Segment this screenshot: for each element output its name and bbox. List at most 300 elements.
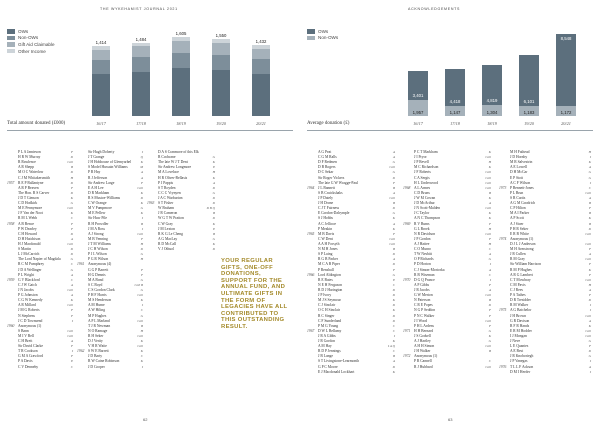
donor-year: 1967 (307, 328, 315, 333)
donor-name: J W M Cowan (414, 195, 436, 200)
donor-name: R E Bates (318, 277, 333, 282)
donor-house: H (140, 257, 143, 262)
donor-house: I (589, 180, 591, 185)
donor-name: A N C Thompson (414, 216, 441, 221)
donor-house: E (70, 359, 73, 364)
donor-name: J N Scott-Malden (414, 206, 441, 211)
donor-year: 1970 (403, 277, 411, 282)
donor-name: D W L Bellamy (318, 328, 342, 333)
donor-house: A (392, 155, 395, 160)
donor-house: I (141, 226, 143, 231)
donor-house: M (140, 165, 143, 170)
donor-name: A P Scott (510, 216, 524, 221)
donor-name: R D J Harington (318, 287, 343, 292)
donor-house: G (70, 257, 73, 262)
x-tick-label: 18/19 (487, 121, 497, 126)
donor-name: W G T W Pratton (158, 216, 184, 221)
donor-house: A (140, 175, 143, 180)
donor-name: J F Van der Noot (18, 211, 43, 216)
donor-name: C P Hilton (510, 206, 526, 211)
x-tick-label: 18/19 (176, 121, 186, 126)
donor-name: P J L Wilson (88, 252, 107, 257)
donor-name: J D A Wellinger (18, 267, 42, 272)
donor-name: N O Ramage (88, 328, 108, 333)
chart-title: Total amount donated (£000) (7, 121, 66, 126)
donor-name: M H Armstrong (510, 247, 534, 252)
donor-row (77, 365, 143, 370)
donor-house: Coll (137, 318, 143, 323)
bar-segment (252, 74, 270, 116)
legend-label: OWs (18, 28, 29, 34)
donor-house: Q (140, 155, 143, 160)
donor-house: Coll (585, 241, 591, 246)
donor-year (403, 365, 414, 370)
donor-house: D (70, 190, 73, 195)
donor-house: D (392, 364, 395, 369)
donor-name: M I V Bell (18, 333, 34, 338)
donor-house: A (588, 318, 591, 323)
donor-year: 1962 (77, 349, 85, 354)
donor-name: A J Hartley (414, 339, 431, 344)
donor-name: A C Jellicoe (318, 221, 337, 226)
donor-house: A (392, 150, 395, 154)
donor-name: C A Sergis (414, 175, 430, 180)
donor-name: J D McArthur (414, 201, 435, 206)
donor-name: J D Hornby (510, 155, 528, 160)
donor-name: M V Pumpmore (88, 206, 112, 211)
donor-name: C M Pavis (510, 282, 526, 287)
donor-house: Coll (137, 231, 143, 236)
bar-segment (172, 37, 190, 41)
donor-name: J D Cooper (88, 364, 105, 369)
donor-name: D G Q Prance (414, 277, 435, 282)
bar-segment (92, 74, 110, 116)
donor-name: C J Rees (510, 287, 523, 292)
bar-value-label: 8,548 (560, 36, 572, 42)
donor-house: I (589, 359, 591, 364)
bar-segment (212, 70, 230, 116)
donor-house: K (392, 298, 395, 303)
donor-house: I (141, 216, 143, 221)
donor-name: S W E Barrett (88, 349, 109, 354)
x-tick-label: 16/17 (96, 121, 106, 126)
donor-name: C J M Whitakersmith (18, 175, 50, 180)
donor-name: C T Mowbray (510, 277, 531, 282)
donor-name: Sir David Clarke (18, 344, 43, 349)
donor-name: C J Sinclair (318, 303, 336, 308)
donor-house: F (488, 221, 491, 226)
donor-name: J I Pryor (414, 155, 427, 160)
donor-name: R H Prowdler (88, 221, 109, 226)
donor-name: A L Armes (414, 185, 431, 190)
donor-name: J B Lange (318, 354, 333, 359)
donor-house: B (488, 190, 491, 195)
donor-house: A (140, 170, 143, 175)
donor-name: R D McCall (158, 241, 177, 246)
donor-name: M S Henderson (88, 298, 112, 303)
donor-house: G (488, 339, 491, 344)
donor-name: J I Wood (414, 318, 428, 323)
donor-name: R S Mustoe-Williams (88, 195, 121, 200)
donor-name: S P Laing (318, 252, 333, 257)
x-tick-label: 19/20 (524, 121, 534, 126)
donor-house: A (70, 236, 73, 241)
legend-label: Non-OWs (18, 35, 39, 41)
donor-name: P A Tathes (510, 293, 526, 298)
donor-name: S Martin (18, 247, 32, 252)
donor-house: D (488, 303, 491, 308)
donor-house: A (212, 180, 215, 185)
donor-name: N M H Jones (318, 247, 338, 252)
donor-house: F (588, 247, 591, 252)
donor-house: H (488, 226, 491, 231)
donor-year (147, 247, 158, 252)
donor-house: G (488, 328, 491, 333)
donor-name: C G W Kennedy (18, 298, 43, 303)
donor-name: J S Godsell (414, 333, 431, 338)
donor-house: D (70, 231, 73, 236)
donor-name: J R Cullen (510, 252, 526, 257)
donor-house: G (70, 267, 73, 272)
donor-house: F (392, 267, 395, 272)
donor-year: 1976 (499, 364, 507, 369)
donor-name: J P Vanegas (510, 359, 528, 364)
donor-house: I (141, 364, 143, 369)
donor-house: I A Q (387, 344, 395, 349)
donor-name: A G Batchelor (510, 308, 532, 313)
donor-name: O P Richards (414, 257, 434, 262)
bar-value-label: 1,172 (560, 110, 572, 115)
donor-name: S B Cruickshaks (318, 190, 343, 195)
donor-name: P J Pappis (158, 180, 174, 185)
donor-house: C (70, 262, 73, 267)
donor-name: R M Gray (510, 257, 525, 262)
donor-house: I (141, 150, 143, 154)
bar-segment (212, 39, 230, 43)
donor-name: A P L Marland (88, 318, 110, 323)
legend-label: Other Income (18, 48, 46, 54)
donor-house: C (392, 328, 395, 333)
donor-name: M J S Seymour (318, 298, 341, 303)
donor-house: H (140, 328, 143, 333)
donor-house: B (588, 221, 591, 226)
donor-name: J T M Williams (88, 241, 111, 246)
bar-segment (92, 60, 110, 74)
donor-name: R F R Hands (510, 323, 530, 328)
donor-name: R H Seker (88, 333, 104, 338)
donor-house: C (70, 364, 73, 369)
donor-house: B (392, 201, 395, 206)
donor-row (499, 370, 591, 375)
donor-house: A (70, 339, 73, 344)
donor-name: Anonymous (1) (510, 236, 534, 241)
donor-house: K (588, 267, 591, 272)
donor-house: D (70, 170, 73, 175)
legend-label: Non-OWs (318, 35, 339, 41)
donor-name: R D P Jennings (318, 349, 341, 354)
donor-house: Coll (67, 241, 73, 246)
donor-name: D J Verity (88, 339, 103, 344)
donor-house: K (588, 323, 591, 328)
donor-name: P W Dearley (18, 226, 37, 231)
donor-house: D (212, 201, 215, 206)
bar-segment (132, 57, 150, 72)
donor-house: H (70, 175, 73, 180)
donor-name: P G R Wilson (88, 257, 109, 262)
donor-year: 1965 (307, 231, 315, 236)
donor-house: A (70, 282, 73, 287)
donor-house: G (392, 160, 395, 165)
donor-house: Coll (67, 206, 73, 211)
donor-name: M B Venning (88, 236, 108, 241)
donor-name: P N C Walker (414, 313, 435, 318)
donor-house: K (140, 201, 143, 206)
donor-name: Sir Andrew Large (88, 180, 115, 185)
donor-house: F (588, 293, 591, 298)
donor-house: B (392, 185, 395, 190)
donor-name: M A I Parker (510, 211, 530, 216)
donor-house: Coll (485, 175, 491, 180)
donor-year: 1968 (403, 185, 411, 190)
donor-name: R C Singer (318, 313, 335, 318)
donor-house: K (140, 359, 143, 364)
donor-house: D (392, 303, 395, 308)
donor-name: P R Cannell (414, 359, 432, 364)
donor-name: R B Wiseman (414, 272, 435, 277)
donor-name: E R B White (510, 231, 529, 236)
donor-house: B (70, 165, 73, 170)
donor-year: 1960 (7, 323, 15, 328)
donor-name: J L Bannett (318, 185, 335, 190)
donor-name: R Cochrane (158, 155, 176, 160)
donor-house: G (392, 211, 395, 216)
donor-name: J H Walker (414, 349, 431, 354)
donor-name: G G P Barrett (88, 267, 109, 272)
donor-name: E R M Hodder (510, 328, 532, 333)
donor-name: P D Horton (414, 262, 431, 267)
donor-column (499, 150, 591, 375)
donor-name: The late W J T Dent (158, 160, 188, 165)
donor-house: K (488, 195, 491, 200)
donor-house: K (212, 221, 215, 226)
bar-value-label: 1,484 (135, 36, 147, 42)
donor-name: R V Bums (414, 221, 430, 226)
donor-house: F (70, 226, 73, 231)
donor-house: C (392, 323, 395, 328)
donor-house: F (70, 344, 73, 349)
donor-house: Coll (137, 333, 143, 338)
donor-house: I (489, 262, 491, 267)
donor-name: Lord Aldington (318, 272, 341, 277)
donor-house: D (392, 252, 395, 257)
page-number: 62 (143, 417, 148, 422)
donor-year: 1975 (499, 308, 507, 313)
donor-house: A (392, 221, 395, 226)
donor-name: P M G Young (318, 323, 339, 328)
donor-house: F (392, 180, 395, 185)
donor-house: I (141, 303, 143, 308)
bar-segment (172, 41, 190, 53)
donor-house: H (588, 282, 591, 287)
donor-house: Coll (585, 313, 591, 318)
donor-name: D M I Herder (510, 369, 531, 374)
bar-value-label: 1,183 (523, 110, 535, 115)
donor-name: A W Hiling (88, 308, 106, 313)
donor-name: T W Nesbitt (414, 252, 433, 257)
donor-name: H G Dennis (88, 272, 106, 277)
donor-house: A (588, 287, 591, 292)
donor-name: M E Pennymore (18, 206, 43, 211)
donor-name: H R W Murray (18, 155, 41, 160)
donor-name: J R A Gibbs (318, 333, 336, 338)
donor-house: H (212, 170, 215, 175)
bar-value-label: 6,101 (523, 99, 535, 105)
donor-name: A E Best (510, 349, 524, 354)
bar-segment (92, 50, 110, 60)
donor-house: D (212, 247, 215, 252)
donor-name: R M P Hughes (510, 267, 532, 272)
donor-name: G P C Moore (318, 364, 338, 369)
donor-house: K (488, 333, 491, 338)
donor-house: Coll (485, 185, 491, 190)
donor-house: K (140, 211, 143, 216)
donor-house: Coll (137, 344, 143, 349)
donor-name: S Bann (18, 328, 29, 333)
donor-name: P L Wright (18, 272, 35, 277)
donor-name: C R E Popes (414, 303, 433, 308)
donor-name: R M L Webb (18, 216, 38, 221)
donor-house: B (392, 354, 395, 359)
bar-segment (172, 53, 190, 69)
donor-name: H R Oliver-Bellasis (158, 175, 188, 180)
donor-house: C (392, 282, 395, 287)
donor-name: E P Stott (510, 175, 523, 180)
donor-house: A (488, 252, 491, 257)
donor-house: H (140, 241, 143, 246)
bar-segment (212, 43, 230, 55)
donor-house: K (392, 226, 395, 231)
donor-house: Coll (389, 165, 395, 170)
bar-value-label: 4,418 (449, 99, 461, 105)
donor-house: I (489, 277, 491, 282)
donor-column (7, 150, 73, 370)
donor-house: F (140, 236, 143, 241)
bar-segment (212, 55, 230, 70)
donor-name: Sir Hugh Doherty (88, 150, 115, 154)
chart-baseline (7, 130, 293, 131)
donor-row (147, 247, 215, 252)
donor-name: P Renshall (318, 267, 334, 272)
donor-column (147, 150, 215, 252)
bar-value-label: 4,819 (486, 98, 498, 104)
donor-name: A C F Wilson (510, 180, 531, 185)
donor-name: A E Lowell (510, 165, 527, 170)
donor-name: C J W Gatch (18, 282, 37, 287)
donor-name: M A Lovelace (158, 170, 179, 175)
donor-year: 1973 (499, 185, 507, 190)
donor-house: C (488, 359, 491, 364)
donor-house: G (140, 287, 143, 292)
donor-name: R M Walker (510, 303, 529, 308)
donor-house: Coll (485, 170, 491, 175)
donor-name: A M Hay (318, 344, 332, 349)
donor-house: D (70, 155, 73, 160)
donor-house: G (212, 190, 215, 195)
donor-house: Coll (389, 241, 395, 246)
donor-house: G (70, 201, 73, 206)
donor-house: Coll (585, 257, 591, 262)
bar-value-label: 1,605 (175, 30, 187, 36)
donor-year: 1972 (403, 354, 411, 359)
donor-house: Coll (485, 155, 491, 160)
bar-segment (132, 72, 150, 116)
donor-name: C J T Fairness (318, 206, 340, 211)
donor-house: F (70, 221, 73, 226)
donor-house: K (392, 216, 395, 221)
donor-house: K (70, 298, 73, 303)
donor-house: G (140, 313, 143, 318)
donor-name: J R Knoboriegh (510, 354, 534, 359)
donor-name: Sir Roger Vickers (318, 175, 345, 180)
donor-name: J T Grange (88, 155, 105, 160)
donor-name: C D Bruns (414, 190, 430, 195)
donor-name: R C M Pumphrey (18, 262, 45, 267)
donor-house: Coll (585, 333, 591, 338)
donor-house: Coll (137, 293, 143, 298)
donor-house: C (140, 354, 143, 359)
donor-name: J R Jacobs (414, 287, 430, 292)
donor-house: E (212, 226, 215, 231)
donor-house: B (212, 211, 215, 216)
donor-name: C D Hodkirk (18, 201, 38, 206)
donor-house: F (588, 272, 591, 277)
donor-house: C (588, 185, 591, 190)
donor-name: J R Gordon (318, 339, 336, 344)
donor-house: Coll (585, 277, 591, 282)
donor-name: R J Jefferson (88, 175, 108, 180)
donor-name: M O C Waterlow (18, 170, 44, 175)
donor-name: S T Fisher (158, 201, 174, 206)
donor-name: E A H Lee (88, 185, 104, 190)
donor-house: K (140, 298, 143, 303)
donor-house: A (392, 257, 395, 262)
donor-name: C C C Vrynyen (158, 190, 181, 195)
bar-value-label: 1,957 (412, 110, 424, 115)
donor-name: Anonymous (1) (18, 323, 42, 328)
donor-house: K (392, 369, 395, 374)
donor-name: R J Hubbard (414, 364, 433, 369)
donor-house: G (392, 272, 395, 277)
donor-name: I J Mongan (510, 333, 527, 338)
donor-name: C F Sunderland (318, 318, 342, 323)
donor-house: B (588, 211, 591, 216)
donor-name: P H R Seker (510, 226, 529, 231)
x-tick-label: 17/18 (136, 121, 146, 126)
donor-row (403, 365, 491, 370)
donor-house: I (589, 303, 591, 308)
donor-name: D C Sekar (318, 170, 334, 175)
donor-name: Sir William Harrison (510, 262, 541, 267)
donor-house: G (588, 354, 591, 359)
donor-house: D (392, 293, 395, 298)
donor-house: F (488, 323, 491, 328)
donor-name: A P Gibbs (414, 282, 430, 287)
donor-name: G W Merton (414, 293, 433, 298)
donor-house: I (589, 155, 591, 160)
donor-house: A (588, 364, 591, 369)
donor-house: A (588, 195, 591, 200)
bar-value-label: 3,401 (412, 92, 424, 98)
